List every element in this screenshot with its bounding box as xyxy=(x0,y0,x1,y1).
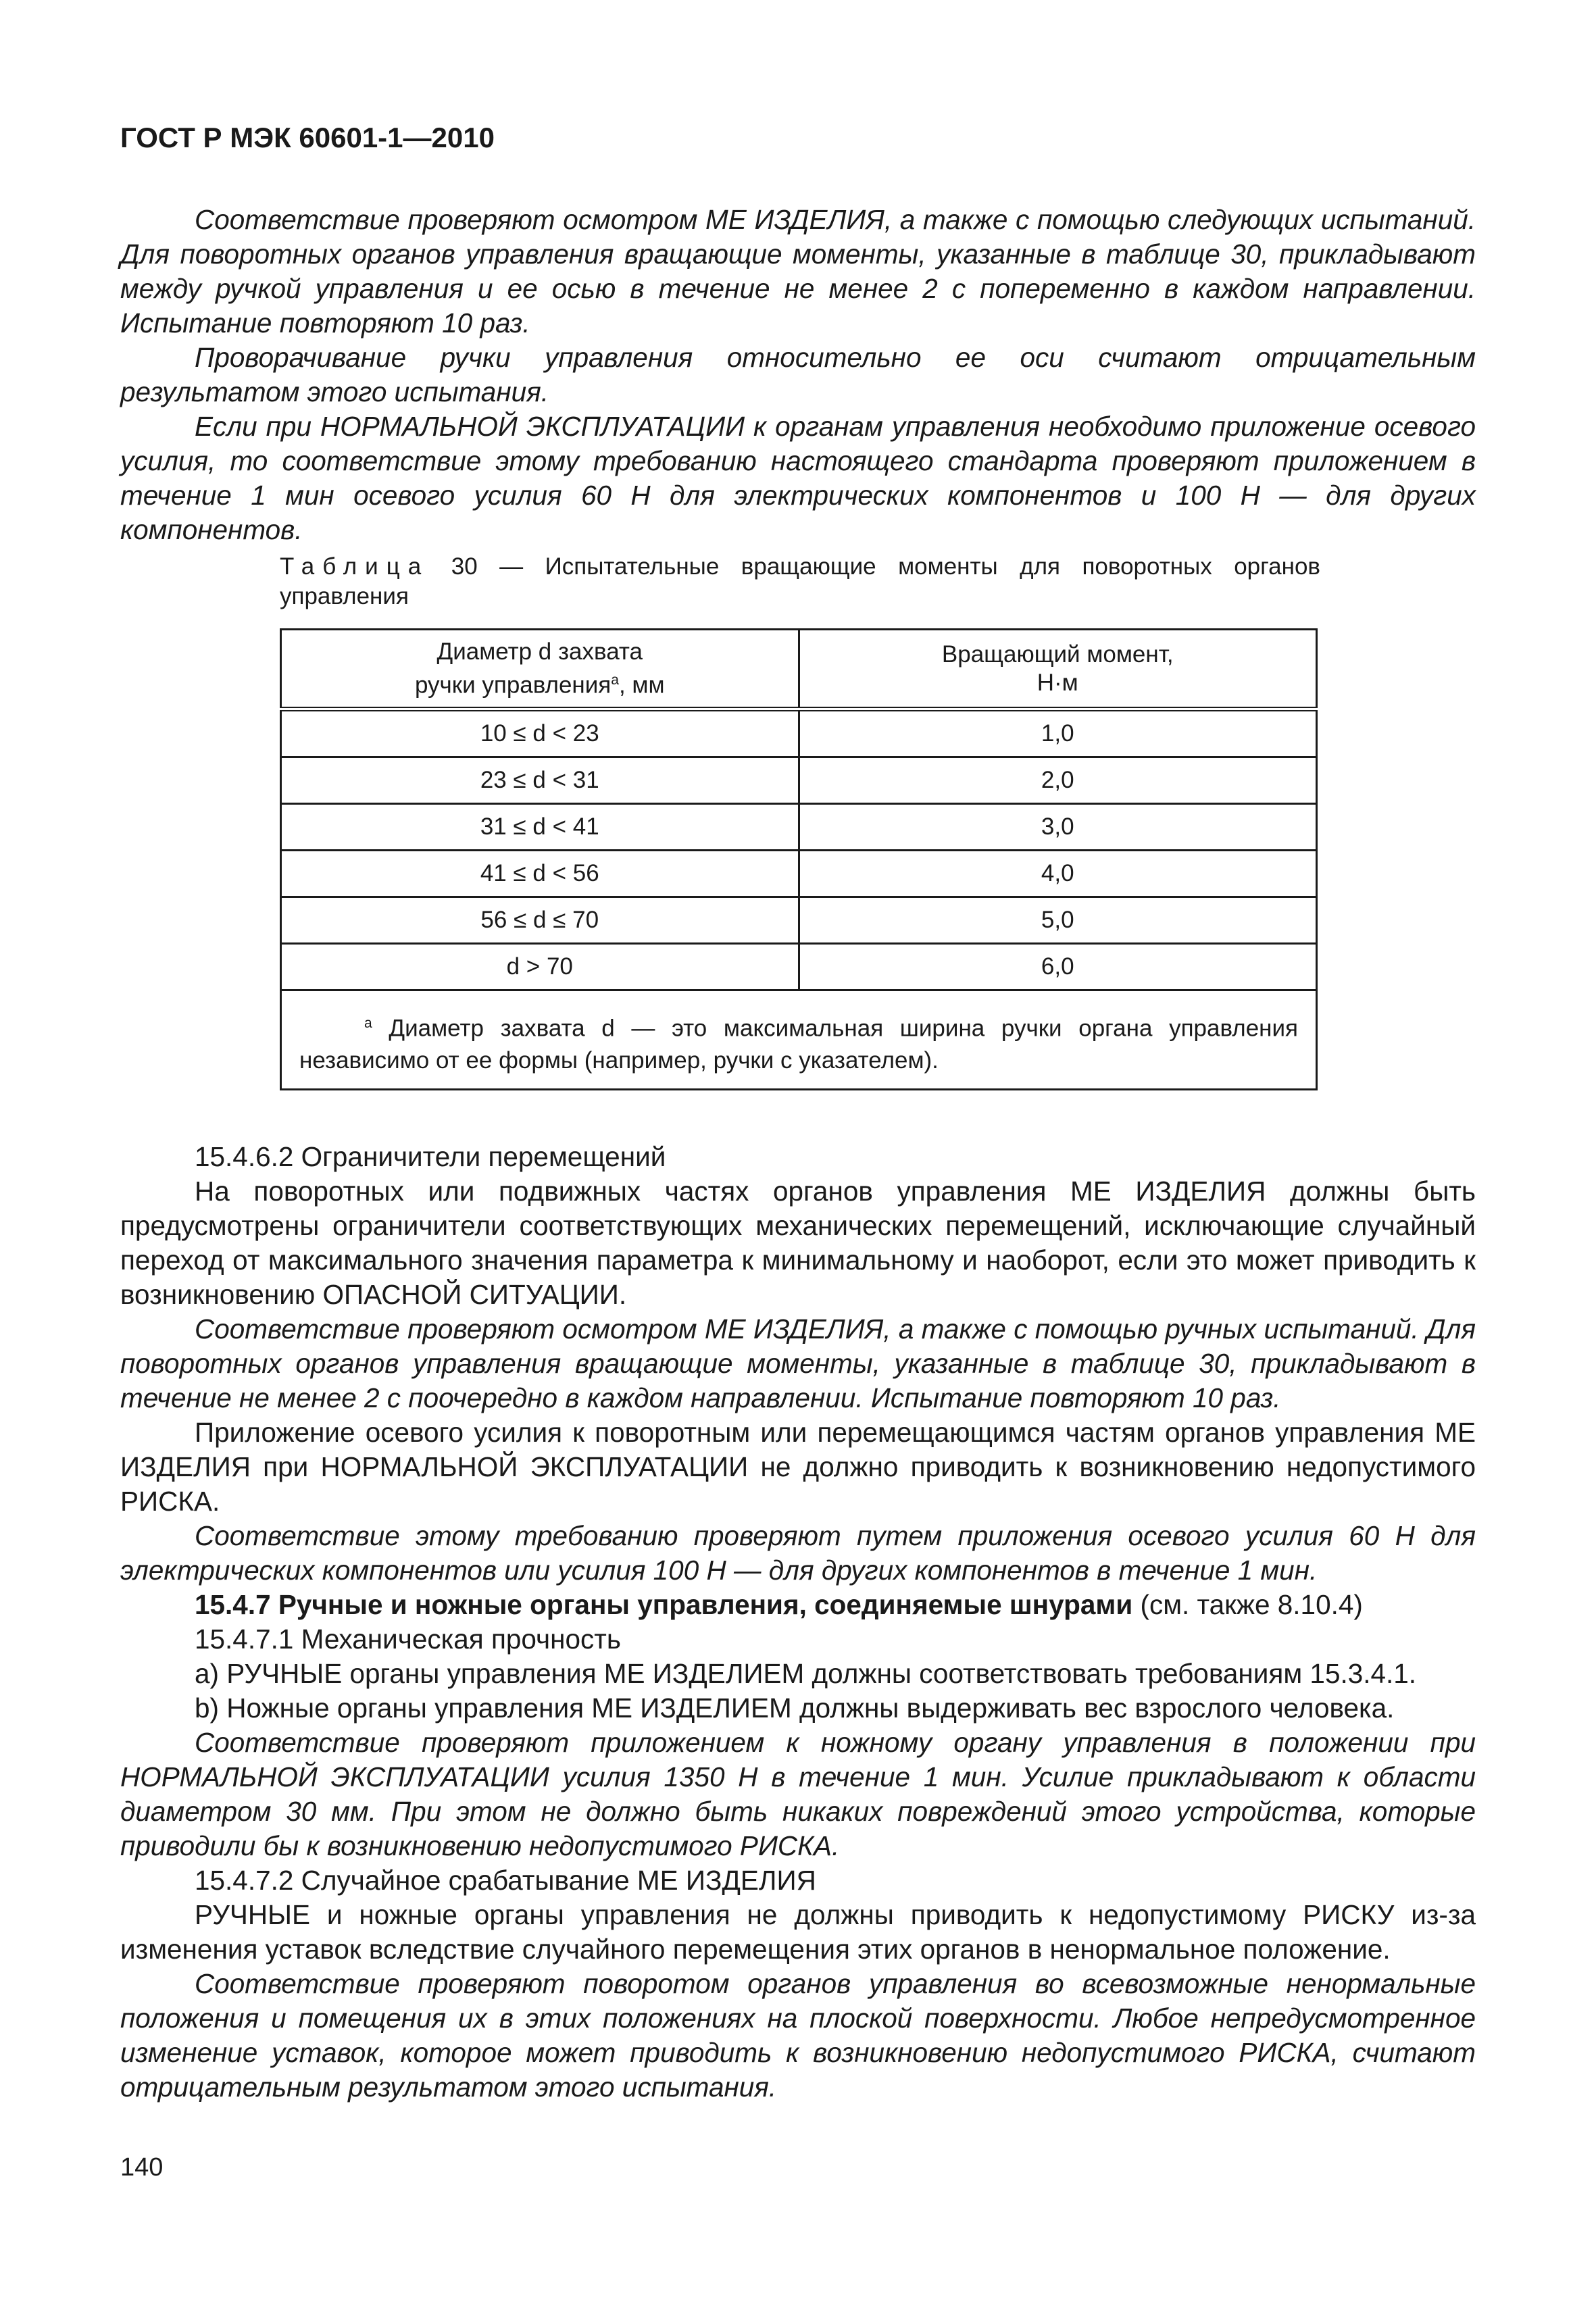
torque-table xyxy=(280,628,1318,1090)
compliance-paragraph: Соответствие проверяют осмотром МЕ ИЗДЕЛИЯ, а также с помощью ручных испытаний. Для поворотных органов управления вращающие моменты, указанные в таблице 30, прикладывают в течение не менее 2 с поочередно в каждом направлении. Испытание повторяют 10 раз. xyxy=(120,1313,1476,1413)
torque-cell: 4,0 xyxy=(799,851,1317,897)
table-footnote xyxy=(281,990,1317,1090)
section-heading: 15.4.7.1 Механическая прочность xyxy=(195,1624,621,1655)
intro-block xyxy=(120,203,1476,547)
body-block xyxy=(120,1140,1476,2105)
intro-paragraph: Соответствие проверяют осмотром МЕ ИЗДЕЛИЯ, а также с помощью следующих испытаний. Для поворотных органов управления вращающие моменты, указанные в таблице 30, прикладывают между ручкой управления и ее осью в течение не менее 2 с попеременно в каждом направлении. Испытание повторяют 10 раз. xyxy=(120,204,1476,338)
intro-paragraph: Если при НОРМАЛЬНОЙ ЭКСПЛУАТАЦИИ к органам управления необходимо приложение осевого усилия, то соответствие этому требованию настоящего стандарта проверяют приложением в течение 1 мин осевого усилия 60 Н для электрических компонентов и 100 Н — для других компонентов. xyxy=(120,411,1476,545)
list-item: b) Ножные органы управления МЕ ИЗДЕЛИЕМ должны выдерживать вес взрослого человека. xyxy=(195,1692,1395,1724)
section-heading: 15.4.6.2 Ограничители перемещений xyxy=(195,1141,666,1172)
torque-cell: 1,0 xyxy=(799,709,1317,757)
document-header: ГОСТ Р МЭК 60601-1—2010 xyxy=(120,122,495,153)
diameter-range-cell: 31 ≤ d < 41 xyxy=(281,804,799,851)
body-paragraph: РУЧНЫЕ и ножные органы управления не должны приводить к недопустимому РИСКУ из-за изменения уставок вследствие случайного перемещения этих органов в ненормальное положение. xyxy=(120,1899,1476,1965)
table-row xyxy=(281,709,1317,757)
body-paragraph: На поворотных или подвижных частях органов управления МЕ ИЗДЕЛИЯ должны быть предусмотрены ограничители соответствующих механических перемещений, исключающие случайный переход от максимального значения параметра к минимальному и наоборот, если это может приводить к возникновению ОПАСНОЙ СИТУАЦИИ. xyxy=(120,1176,1476,1310)
footnote-mark: a xyxy=(364,1015,372,1031)
compliance-paragraph: Соответствие проверяют приложением к ножному органу управления в положении при НОРМАЛЬНОЙ ЭКСПЛУАТАЦИИ усилия 1350 Н в течение 1 мин. Усилие прикладывают к области диаметром 30 мм. При этом не должно быть никаких повреждений этого устройства, которые приводили бы к возникновению недопустимого РИСКА. xyxy=(120,1727,1476,1861)
table-row xyxy=(281,851,1317,897)
list-item: a) РУЧНЫЕ органы управления МЕ ИЗДЕЛИЕМ должны соответствовать требованиям 15.3.4.1. xyxy=(195,1658,1417,1689)
table-footnote-row xyxy=(281,990,1317,1090)
diameter-header-line2: ручки управления xyxy=(414,672,612,699)
torque-header-line1: Вращающий момент, xyxy=(941,640,1174,668)
compliance-paragraph: Соответствие проверяют поворотом органов управления во всевозможные ненормальные положения и помещения их в этих положениях на плоской поверхности. Любое непредусмотренное изменение уставок, которое может приводить к возникновению недопустимого РИСКА, считают отрицательным результатом этого испытания. xyxy=(120,1968,1476,2103)
section-heading-bold xyxy=(120,1588,1476,1622)
torque-cell: 6,0 xyxy=(799,944,1317,990)
table-row xyxy=(281,804,1317,851)
table-row xyxy=(281,757,1317,804)
diameter-range-cell: 41 ≤ d < 56 xyxy=(281,851,799,897)
diameter-range-cell: 23 ≤ d < 31 xyxy=(281,757,799,804)
page-number: 140 xyxy=(120,2153,164,2182)
section-title-bold: 15.4.7 Ручные и ножные органы управления, соединяемые шнурами xyxy=(195,1589,1133,1620)
diameter-range-cell: 56 ≤ d ≤ 70 xyxy=(281,897,799,944)
diameter-header-line1: Диаметр d захвата xyxy=(437,638,643,665)
torque-cell: 5,0 xyxy=(799,897,1317,944)
table-caption-text: 30 — Испытательные вращающие моменты для поворотных органов управления xyxy=(280,553,1320,609)
column-header-diameter xyxy=(281,630,799,709)
diameter-header-unit: , мм xyxy=(618,672,665,699)
table-header-row xyxy=(281,630,1317,709)
diameter-range-cell: d > 70 xyxy=(281,944,799,990)
table-caption-prefix: Таблица xyxy=(280,553,430,580)
footnote-ref: a xyxy=(611,672,619,688)
intro-paragraph: Проворачивание ручки управления относительно ее оси считают отрицательным результатом этого испытания. xyxy=(120,342,1476,407)
table-row xyxy=(281,897,1317,944)
torque-cell: 2,0 xyxy=(799,757,1317,804)
body-paragraph: Приложение осевого усилия к поворотным или перемещающимся частям органов управления МЕ ИЗДЕЛИЯ при НОРМАЛЬНОЙ ЭКСПЛУАТАЦИИ не должно приводить к возникновению недопустимого РИСКА. xyxy=(120,1417,1476,1517)
footnote-text: Диаметр захвата d — это максимальная ширина ручки органа управления независимо от ее формы (например, ручки с указателем). xyxy=(299,1015,1298,1074)
table-caption xyxy=(280,552,1320,611)
torque-header-line2: Н·м xyxy=(1037,669,1078,696)
diameter-range-cell: 10 ≤ d < 23 xyxy=(281,709,799,757)
column-header-torque xyxy=(799,630,1317,709)
table-row xyxy=(281,944,1317,990)
section-heading: 15.4.7.2 Случайное срабатывание МЕ ИЗДЕЛИЯ xyxy=(195,1865,816,1896)
torque-cell: 3,0 xyxy=(799,804,1317,851)
section-title-ref: (см. также 8.10.4) xyxy=(1132,1589,1363,1620)
compliance-paragraph: Соответствие этому требованию проверяют путем приложения осевого усилия 60 Н для электрических компонентов или усилия 100 Н — для других компонентов в течение 1 мин. xyxy=(120,1520,1476,1586)
